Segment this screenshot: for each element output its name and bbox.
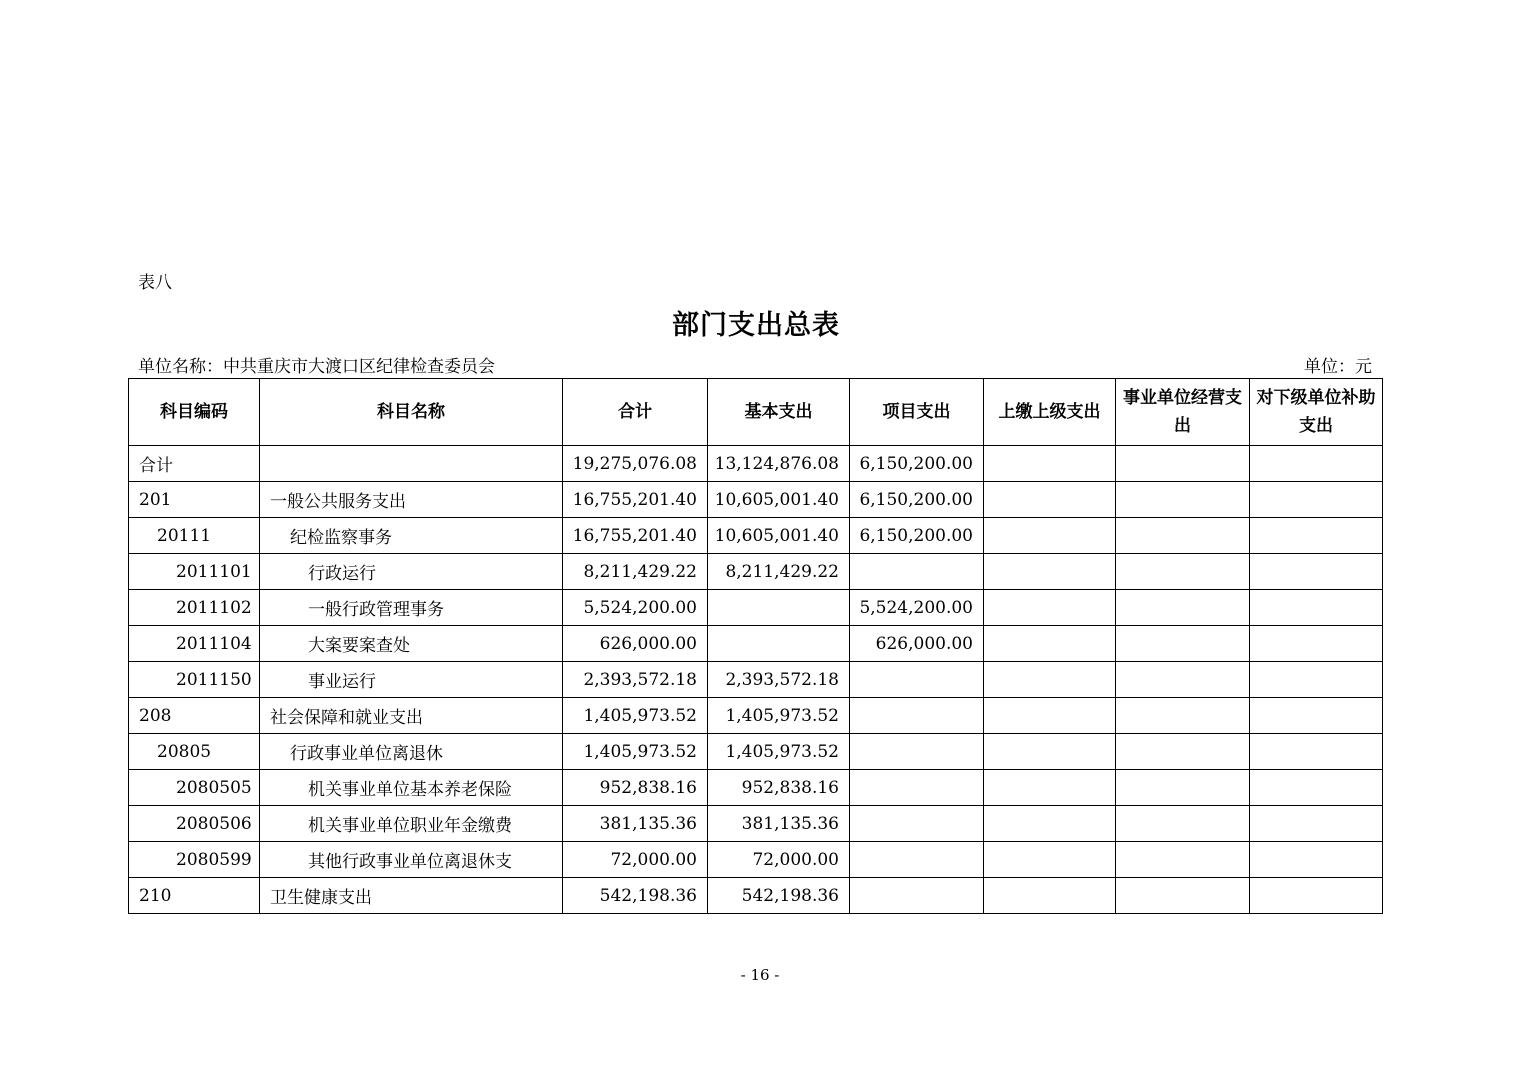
- cell-basic: [708, 590, 850, 626]
- cell-business: [1116, 590, 1250, 626]
- cell-upper: [984, 446, 1116, 482]
- cell-code: 210: [129, 878, 260, 914]
- page-number: - 16 -: [740, 966, 780, 984]
- table-row: [129, 842, 1383, 878]
- table-row: [129, 482, 1383, 518]
- cell-total: 8,211,429.22: [563, 554, 708, 590]
- column-header-name: 科目名称: [260, 379, 563, 446]
- cell-code: 2011104: [129, 626, 260, 662]
- cell-total: 1,405,973.52: [563, 734, 708, 770]
- cell-code: 201: [129, 482, 260, 518]
- cell-subsidy: [1250, 518, 1383, 554]
- cell-business: [1116, 482, 1250, 518]
- cell-upper: [984, 482, 1116, 518]
- cell-name: 一般公共服务支出: [260, 482, 563, 518]
- cell-upper: [984, 698, 1116, 734]
- column-header-code: 科目编码: [129, 379, 260, 446]
- cell-name: 机关事业单位基本养老保险: [260, 770, 563, 806]
- table-row: [129, 662, 1383, 698]
- cell-total: 72,000.00: [563, 842, 708, 878]
- cell-code: 20111: [129, 518, 260, 554]
- cell-upper: [984, 662, 1116, 698]
- cell-total: 16,755,201.40: [563, 482, 708, 518]
- cell-subsidy: [1250, 770, 1383, 806]
- table-header-row: [129, 379, 1383, 446]
- cell-business: [1116, 878, 1250, 914]
- cell-basic: 10,605,001.40: [708, 518, 850, 554]
- cell-name: 行政事业单位离退休: [260, 734, 563, 770]
- cell-business: [1116, 698, 1250, 734]
- cell-business: [1116, 554, 1250, 590]
- cell-project: [850, 842, 984, 878]
- cell-total: 2,393,572.18: [563, 662, 708, 698]
- cell-code: 2080506: [129, 806, 260, 842]
- cell-subsidy: [1250, 698, 1383, 734]
- cell-name: 社会保障和就业支出: [260, 698, 563, 734]
- unit-name: 单位名称：中共重庆市大渡口区纪律检查委员会: [138, 357, 495, 377]
- cell-name: 机关事业单位职业年金缴费: [260, 806, 563, 842]
- table-row: [129, 878, 1383, 914]
- cell-total: 626,000.00: [563, 626, 708, 662]
- cell-name: 事业运行: [260, 662, 563, 698]
- cell-upper: [984, 842, 1116, 878]
- cell-subsidy: [1250, 482, 1383, 518]
- cell-project: 6,150,200.00: [850, 482, 984, 518]
- cell-subsidy: [1250, 662, 1383, 698]
- cell-subsidy: [1250, 878, 1383, 914]
- cell-project: [850, 806, 984, 842]
- table-row: [129, 770, 1383, 806]
- cell-code: 2011101: [129, 554, 260, 590]
- cell-basic: 1,405,973.52: [708, 734, 850, 770]
- cell-name: 一般行政管理事务: [260, 590, 563, 626]
- cell-upper: [984, 806, 1116, 842]
- currency-unit: 单位：元: [1304, 357, 1372, 377]
- cell-total: 19,275,076.08: [563, 446, 708, 482]
- cell-total: 952,838.16: [563, 770, 708, 806]
- cell-name: 其他行政事业单位离退休支: [260, 842, 563, 878]
- cell-project: 6,150,200.00: [850, 518, 984, 554]
- cell-basic: 381,135.36: [708, 806, 850, 842]
- cell-business: [1116, 734, 1250, 770]
- cell-subsidy: [1250, 734, 1383, 770]
- cell-project: 6,150,200.00: [850, 446, 984, 482]
- table-row: [129, 590, 1383, 626]
- cell-code: 合计: [129, 446, 260, 482]
- page-title: 部门支出总表: [672, 310, 840, 341]
- column-header-business: 事业单位经营支出: [1116, 379, 1250, 446]
- cell-project: [850, 770, 984, 806]
- cell-total: 381,135.36: [563, 806, 708, 842]
- cell-project: [850, 734, 984, 770]
- cell-subsidy: [1250, 446, 1383, 482]
- cell-project: 5,524,200.00: [850, 590, 984, 626]
- cell-name: 卫生健康支出: [260, 878, 563, 914]
- cell-basic: [708, 626, 850, 662]
- cell-basic: 2,393,572.18: [708, 662, 850, 698]
- cell-basic: 72,000.00: [708, 842, 850, 878]
- column-header-upper: 上缴上级支出: [984, 379, 1116, 446]
- cell-basic: 13,124,876.08: [708, 446, 850, 482]
- table-label: 表八: [138, 273, 172, 293]
- table-row: [129, 446, 1383, 482]
- cell-basic: 542,198.36: [708, 878, 850, 914]
- cell-business: [1116, 842, 1250, 878]
- table-row: [129, 554, 1383, 590]
- table-row: [129, 518, 1383, 554]
- cell-total: 16,755,201.40: [563, 518, 708, 554]
- cell-code: 2011150: [129, 662, 260, 698]
- table-row: [129, 626, 1383, 662]
- cell-total: 1,405,973.52: [563, 698, 708, 734]
- cell-upper: [984, 626, 1116, 662]
- cell-business: [1116, 626, 1250, 662]
- cell-subsidy: [1250, 626, 1383, 662]
- cell-subsidy: [1250, 590, 1383, 626]
- column-header-total: 合计: [563, 379, 708, 446]
- cell-business: [1116, 446, 1250, 482]
- cell-name: 行政运行: [260, 554, 563, 590]
- cell-subsidy: [1250, 842, 1383, 878]
- cell-name: 纪检监察事务: [260, 518, 563, 554]
- cell-code: 208: [129, 698, 260, 734]
- table-row: [129, 806, 1383, 842]
- expenditure-table: [128, 378, 1383, 914]
- cell-project: [850, 698, 984, 734]
- cell-code: 2080505: [129, 770, 260, 806]
- cell-business: [1116, 806, 1250, 842]
- cell-project: 626,000.00: [850, 626, 984, 662]
- cell-upper: [984, 590, 1116, 626]
- cell-basic: 952,838.16: [708, 770, 850, 806]
- column-header-project: 项目支出: [850, 379, 984, 446]
- cell-basic: 10,605,001.40: [708, 482, 850, 518]
- cell-code: 20805: [129, 734, 260, 770]
- cell-upper: [984, 734, 1116, 770]
- cell-project: [850, 878, 984, 914]
- cell-project: [850, 554, 984, 590]
- cell-code: 2011102: [129, 590, 260, 626]
- table-row: [129, 734, 1383, 770]
- column-header-subsidy: 对下级单位补助支出: [1250, 379, 1383, 446]
- cell-total: 542,198.36: [563, 878, 708, 914]
- cell-upper: [984, 554, 1116, 590]
- cell-basic: 1,405,973.52: [708, 698, 850, 734]
- table-row: [129, 698, 1383, 734]
- cell-name: 大案要案查处: [260, 626, 563, 662]
- cell-business: [1116, 770, 1250, 806]
- cell-upper: [984, 770, 1116, 806]
- cell-business: [1116, 662, 1250, 698]
- cell-upper: [984, 878, 1116, 914]
- cell-project: [850, 662, 984, 698]
- cell-subsidy: [1250, 806, 1383, 842]
- cell-code: 2080599: [129, 842, 260, 878]
- cell-name: [260, 446, 563, 482]
- cell-business: [1116, 518, 1250, 554]
- cell-upper: [984, 518, 1116, 554]
- cell-subsidy: [1250, 554, 1383, 590]
- cell-basic: 8,211,429.22: [708, 554, 850, 590]
- cell-total: 5,524,200.00: [563, 590, 708, 626]
- column-header-basic: 基本支出: [708, 379, 850, 446]
